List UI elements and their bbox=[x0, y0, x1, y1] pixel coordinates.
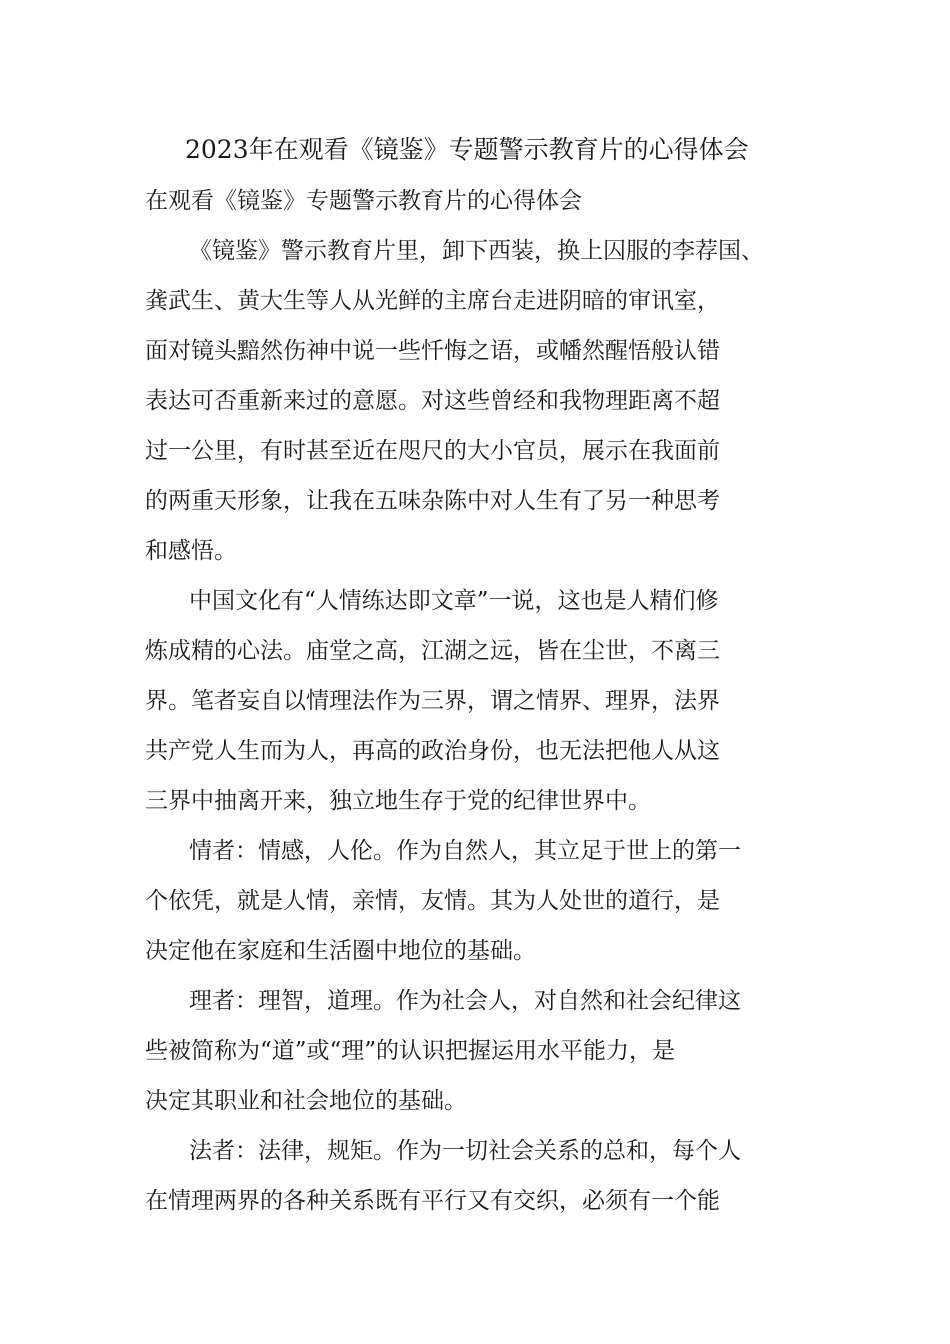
paragraph-1 bbox=[145, 226, 825, 576]
document-body bbox=[145, 226, 825, 1226]
paragraph-line: 情者：情感，人伦。作为自然人，其立足于世上的第一 bbox=[189, 838, 741, 864]
document-subtitle: 在观看《镜鉴》专题警示教育片的心得体会 bbox=[145, 188, 582, 214]
paragraph-line: 理者：理智，道理。作为社会人，对自然和社会纪律这 bbox=[189, 988, 741, 1014]
paragraph-line: 个依凭，就是人情，亲情，友情。其为人处世的道行，是 bbox=[145, 888, 720, 914]
paragraph-line: 在情理两界的各种关系既有平行又有交织，必须有一个能 bbox=[145, 1188, 720, 1214]
paragraph-line: 决定他在家庭和生活圈中地位的基础。 bbox=[145, 938, 536, 964]
paragraph-line: 表达可否重新来过的意愿。对这些曾经和我物理距离不超 bbox=[145, 388, 720, 414]
paragraph-line: 些被简称为“道”或“理”的认识把握运用水平能力，是 bbox=[145, 1038, 676, 1064]
paragraph-2 bbox=[145, 576, 825, 826]
paragraph-line: 法者：法律，规矩。作为一切社会关系的总和，每个人 bbox=[189, 1138, 741, 1164]
paragraph-line: 《镜鉴》警示教育片里，卸下西装，换上囚服的李荐国、 bbox=[189, 238, 764, 264]
paragraph-line: 龚武生、黄大生等人从光鲜的主席台走进阴暗的审讯室， bbox=[145, 288, 720, 314]
paragraph-3 bbox=[145, 826, 825, 976]
paragraph-line: 三界中抽离开来，独立地生存于党的纪律世界中。 bbox=[145, 788, 651, 814]
paragraph-line: 炼成精的心法。庙堂之高，江湖之远，皆在尘世，不离三 bbox=[145, 638, 720, 664]
paragraph-line: 决定其职业和社会地位的基础。 bbox=[145, 1088, 467, 1114]
document-title: 2023年在观看《镜鉴》专题警示教育片的心得体会 bbox=[185, 135, 749, 164]
paragraph-line: 面对镜头黯然伤神中说一些忏悔之语，或幡然醒悟般认错 bbox=[145, 338, 720, 364]
paragraph-line: 共产党人生而为人，再高的政治身份，也无法把他人从这 bbox=[145, 738, 720, 764]
paragraph-line: 界。笔者妄自以情理法作为三界，谓之情界、理界，法界 bbox=[145, 688, 720, 714]
paragraph-line: 过一公里，有时甚至近在咫尺的大小官员，展示在我面前 bbox=[145, 438, 720, 464]
paragraph-line: 中国文化有“人情练达即文章”一说，这也是人精们修 bbox=[189, 588, 719, 614]
paragraph-5 bbox=[145, 1126, 825, 1226]
paragraph-line: 的两重天形象，让我在五味杂陈中对人生有了另一种思考 bbox=[145, 488, 720, 514]
paragraph-4 bbox=[145, 976, 825, 1126]
paragraph-line: 和感悟。 bbox=[145, 538, 237, 564]
